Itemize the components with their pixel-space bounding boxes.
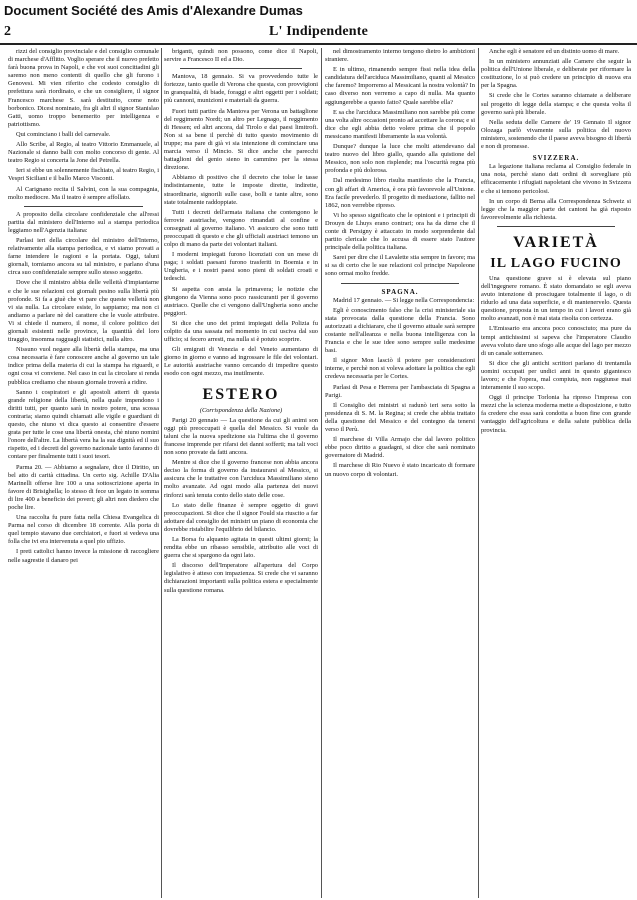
paragraph: Qui cominciano i balli del carnevale. xyxy=(16,130,111,138)
paragraph: Sarei per dire che il Lavalette stia sempre in favore; ma si sa di certo che le sue relazioni col principe Napoleone sono ormai molto fredde. xyxy=(325,254,475,278)
paragraph: Parlasi ieri della circolare del ministro dell'Interno, relativamente alla stampa periodica, e vi siamo provati a farne intendere le ragioni e la portata. Oggi, taluni giornali, torniamo ancora su tal ministro, e parlano d'una circa suo confidenziale sempre sullo stesso soggetto. xyxy=(8,236,159,277)
paragraph: Egli è conoscimento falso che la crisi ministeriale sia stata provocata dalla questione della Francia. Sono autorizzati a dichiarare, che il governo attuale sarà sempre costante nell'alleanza e nella buona intelligenza con la Francia e che le sue idee sono sempre sulle medesime basi. xyxy=(325,306,475,355)
paragraph: Il Consiglio dei ministri si radunò ieri sera sotto la presidenza di S. M. la Regina; si crede che abbia trattato della questione del Messico e del contegno da tenersi verso il Perù. xyxy=(325,401,475,434)
section-subheading: (Corrispondenza della Nazione) xyxy=(199,406,283,414)
column-1 xyxy=(8,48,159,898)
page-number: 2 xyxy=(4,24,11,39)
column-3 xyxy=(325,48,475,898)
paragraph: Si dice che gli antichi scrittori parlano di trentamila uomini occupati per undici anni in questo gigantesco lavoro; e che l'opera, mal compiuta, non raggiunse mai interamente il suo scopo. xyxy=(481,359,631,392)
paragraph: Gli emigrati di Venezia e del Veneto aumentano di giorno in giorno e vanno ad ingrossare le file dei volontari. Le autorità austriache vanno cercando di impedire questo esodo con ogni mezzo, ma inutilmente. xyxy=(164,346,318,378)
section-heading-varieta: VARIETÀ xyxy=(513,233,599,251)
column-4 xyxy=(481,48,631,898)
paragraph: Parlasi di Pesa e Herrera per l'ambasciata di Spagna a Parigi. xyxy=(325,383,475,399)
paragraph: Il signor Mon lasciò il potere per considerazioni interne, e perchè non si voleva adottare la politica che egli credeva necessaria per le Cortes. xyxy=(325,357,475,381)
paragraph: I moderni impiegati furono licenziati con un mese di paga; i soldati paesani furono trasferiti in Boemia e in Ungheria, e i nostri paesi sono pieni di soldati croati e tedeschi. xyxy=(164,251,318,283)
paragraph-lead: Madrid 17 gennaio. — Si legge nella Correspondencia: xyxy=(333,296,475,304)
paragraph: Mentre si dice che il governo francese non abbia ancora deciso la forma di governo da instaurarsi al Messico, si assicura che le trattative con l'arciduca Massimiliano sieno molto avanzate. Ad ogni modo alla partenza dei nuovi rinforzi sarà tenuta conto dello stato delle cose. xyxy=(164,459,318,499)
paragraph: Oggi il principe Torlonia ha ripreso l'impresa con mezzi che la scienza moderna mette a disposizione, e tutto fa credere che essa sarà condotta a buon fine con grande vantaggio dell'agricoltura e della salute pubblica della provincia. xyxy=(481,394,631,434)
paragraph: Lo stato delle finanze è sempre oggetto di gravi preoccupazioni. Si dice che il signor Fould sia riuscito a far adottare dal consiglio dei ministri un piano di economia che dovrebbe ristabilire l'equilibrio del bilancio. xyxy=(164,501,318,533)
paragraph: I preti cattolici hanno invece la missione di raccogliere nelle sagrestie il danaro pei xyxy=(8,548,159,564)
paragraph: Il discorso dell'Imperatore all'apertura del Corpo legislativo è atteso con impazienza. Si crede che vi saranno dichiarazioni importanti sulla politica estera e specialmente sulla questione romana. xyxy=(164,562,318,594)
paragraph: Il marchese di Villa Armajo che dal lavoro politico ebbe poco diritto a guadagni, si dice che sarà nominato governatore di Madrid. xyxy=(325,436,475,460)
paragraph: Dunque? dunque la luce che molti attendevano dal teatro nuovo del libro giallo, quando alla quistione del Messico, non solo non risplende; ma l'oscurità regna più profonda e più dolorosa. xyxy=(325,143,475,175)
paragraph: Il marchese di Rio Nuevo è stato incaricato di formare un nuovo corpo di volontari. xyxy=(325,462,475,478)
paragraph: Fuori tutti partire da Mantova per Verona un battaglione del reggimento Nordt; un altro per Legnago, il reggimento di Hessen; ed altri ancora, dal Tirolo e dai paesi limitrofi. Non si sa bene il perchè di tutto questo movimento di truppe; ma pare di già vi sia intenzione di cominciare una marcia verso il Mincio. Si dice anche che parecchi battaglioni del genio sieno in cammino per la stessa direzione. xyxy=(164,107,318,172)
divider xyxy=(180,68,302,69)
column-separator xyxy=(478,48,479,898)
paragraph: A proposito della circolare confidenziale che all'ressi partita dal ministero dell'Interno sul a stampa periodica leggiamo nell'Agenzia italiana: xyxy=(8,210,159,234)
paragraph: Al Carignano recita il Salvini, con la sua compagnia, molto mediocre. Ma il teatro è sempre affollato. xyxy=(8,185,159,201)
paragraph: Nissuno vuol negare alla libertà della stampa, ma una cosa necessaria è fare conoscere anche al governo un tale indice prima della materia di cui la stampa ha riguardi, e ogni cosa vi conviene. Nel caso in cui la circolare si renda pubblica crediamo che nissun giornale troverà a ridire. xyxy=(8,346,159,386)
paragraph: Abbiamo di positivo che il decreto che tolse le tasse indistintamente, tutte le imposte dirette, indirette, straordinarie, signorili sulle case, bolli e tante altre, sono state totalmente raddoppiate. xyxy=(164,174,318,206)
column-2 xyxy=(164,48,318,898)
paragraph: Anche egli è senatore ed un distinto uomo di mare. xyxy=(489,48,620,55)
section-heading-spagna: SPAGNA. xyxy=(381,287,419,296)
paragraph: rizzi del consiglio provinciale e del consiglio comunale di marchese d'Afflitto. Voglio sperare che il nuovo prefetto farà buona prova in Napoli, e che voi suoi concittadini gli saremo non meno contenti di quello che gli furono i Genovesi. Mi vien riferito che codesto consiglio di prefettura sarà riordinato, e che un consigliere, il signor Francesco marchese S. sarà destituito, come noto borbonico. Dicesi nominato, fra gli altri il signor Stanislao Gatti, uomo troppo benemerito per intelligenza e patriottismo. xyxy=(8,48,159,128)
paragraph: Nella seduta delle Camere de' 19 Gennaio Il signor Olozaga parlò vivamente sulla politica del nuovo ministero, sostenendo che il paese aveva bisogno di libertà e non di promesse. xyxy=(481,118,631,151)
paragraph: L'Emissario era ancora poco conosciuto; ma pure da tempi antichissimi si sapeva che l'imperatore Claudio aveva voluto dare uno sfogo alle acque del lago per mezzo di un canale sotterraneo. xyxy=(481,325,631,357)
paragraph: Dal medesimo libro risulta manifesto che la Francia, con gli affari di America, è ora più favorevole all'Unione. Era facile prevederlo. Il progetto di mediazione, fallito nel 1862, non verrebbe ripreso. xyxy=(325,177,475,209)
divider xyxy=(24,206,143,207)
header-rule xyxy=(0,43,637,45)
article-title: IL LAGO FUCINO xyxy=(490,255,622,271)
paragraph: Si dice che uno dei primi impiegati della Polizia fu colpito da una sassata nel momento in cui usciva dal suo ufficio; si fecero arresti, ma nulla si è potuto scoprire. xyxy=(164,319,318,344)
paragraph: nel dimostramento interno tengono dietro lo ambizioni straniere. xyxy=(325,48,475,64)
paragraph: E in ultimo, rimanendo sempre fissi nella idea della candidatura dell'arciduca Massimiliano, quanti al Messico che faremo? Imporremo al Messicani la nostra volontà? In caso diverso non verremo a capo di nulla. Ma quanto aggiungerebbe a questo fatto? Quale sarebbe ella? xyxy=(325,66,475,106)
paragraph: Si aspetta con ansia la primavera; le notizie che giungono da Vienna sono poco rassicuranti per il governo austriaco. Quelle che ci vengono dall'Ungheria sono anche peggiori. xyxy=(164,285,318,317)
column-separator xyxy=(321,48,322,898)
paragraph: Vi ho spesso significato che le opinioni e i principii di Drouyn de Lhuys erano contrari; ora ha da dirne che il conte di Persigny è attaccato in modo sorprendente dal partito clericale che lo accusa di essere stato l'autore principale della politica italiana. xyxy=(325,211,475,252)
paragraph: In un corpo di Berna alla Correspondenza Schweiz si legge che la maggior parte dei cantoni ha già risposto favorevolmente alla richiesta. xyxy=(481,197,631,221)
paragraph: Parma 20. — Abbiamo a segnalare, dice il Diritto, un bel atto di carità cittadina. Un certo sig. Achille D'Alia Marinelli offerse lire 100 a una sottoscrizione aperta in favore di Brisighella; lo stesso di fece un legato in somma di lire 400 a beneficio dei poveri; gli altri non diedero che poche lire. xyxy=(8,463,159,511)
page-header xyxy=(0,24,637,42)
column-separator xyxy=(161,48,162,898)
divider xyxy=(341,283,459,284)
section-heading-estero: ESTERO xyxy=(202,385,280,403)
paragraph: Una questione grave si è elevata sul piano dell'ingegnere romano. È stato domandato se egli aveva avuto intenzione di prosciugare totalmente il lago, o di ridurlo ad una data superficie, e di mantenervelo. Questa questione, proposta in un tempo in cui i lavori erano già molto avanzati, non è mai stata risolta con certezza. xyxy=(481,274,631,323)
divider xyxy=(497,226,615,227)
paragraph: Sanno i cospiratori e gli apostoli atterri di questa grande religione della libertà, nella quale impendono i diritti tutti, per quanto sarà in nostro potere, una scossa contraria; siamo quindi chiamati alle vigile e guardiani di questo, che niuno vi dica questo ai consentire d'essere grata per tutte le cose una libertà onesta, chè niuno nomini l'onore dell'altre. La libertà vera ha la sua dignità ed il suo rispetto, ed i decreti del governo nazionale tanto faranno di contare per finalmente tutti i suoi tesori. xyxy=(8,388,159,461)
paragraph: Ieri si ebbe un solennemente fischiato, al teatro Regio, i Vespri Siciliani e il ballo Marco Visconti. xyxy=(8,167,159,183)
paragraph: Una raccolta fu pure fatta nella Chiesa Evangelica di Parma nel corso di dicembre 18 corrente. Alla porta di quel tempio stavano due cerchiatori, e fuori si vedeva una folla che ivi era intervenuta a quel pio uffizio. xyxy=(8,514,159,546)
paragraph: E sa che l'arciduca Massimiliano non sarebbe più come una volta altre occasioni pronto ad accettare la corona; e si dice che egli abbia detto volere prima che il popolo messicano manifesti liberamente la sua volontà. xyxy=(325,108,475,140)
paragraph: La Borsa fu alquanto agitata in questi ultimi giorni; la rendita ebbe un ribasso sensibile, attribuito alle voci di guerra che si spargono da ogni lato. xyxy=(164,535,318,560)
paragraph: Dove che il ministro abbia delle velleità d'impiantarne e che le sue relazioni coi giornali pesino sulla libertà più profonde. Si fa a giuè che vi pare che queste velleità non vi sia nulla. La circolare esiste, lo sappiamo; ma non ci andiamo a parlare nè del carattere che le vuole attribuire. Vi si chiede il numero, il nome, il colore politico dei giornali esistenti nelle province, la quantità del loro tiraggio, insomma ragguagli statistici, nulla altro. xyxy=(8,279,159,344)
paragraph: Tutti i decreti dell'armata italiana che contengono le ferrovie austriache, vengono rimandati al confine e consegnati al governo italiano. Vi assicuro che sono tutti preoccupati di questo e che gli ufficiali austriaci temono un colpo di mano da parte dei volontari italiani. xyxy=(164,208,318,249)
paragraph: La legazione italiana reclama al Consiglio federale in una nota, perchè siano dati ordini di sorvegliare più efficacemente i rifugiati napoletani che vivono in Svizzera e che si temono pericolosi. xyxy=(481,163,631,195)
paragraph: In un ministero annunziati alle Camere che seguir la politica dell'Unione liberale, e deliberate per riformare la costituzione, lo si può credere un principio di nuova era per la Spagna. xyxy=(481,58,631,90)
paragraph: Si crede che le Cortes saranno chiamate a deliberare sul progetto di legge della stampa; e che questa volta il governo sarà più liberale. xyxy=(481,92,631,116)
paragraph: Allo Scribe, al Regio, al teatro Vittorio Emmanuele, al Nazionale si danno balli con molto concorso di gente. Al teatro Regio si concerta la Jone del Petrella. xyxy=(8,141,159,165)
section-heading-svizzera: SVIZZERA. xyxy=(532,154,580,163)
paragraph: Mantova, 18 gennaio. Si va provvedendo tutte le fortezze, tanto quelle di Verona che questa, con provvigioni in granqualità, di biade, foraggi e altri oggetti per i soldati; più cannoni, munizioni e materiali da guerra. xyxy=(164,73,318,105)
document-banner: Document Société des Amis d'Alexandre Dumas xyxy=(4,3,303,18)
paragraph: briganti, quindi non possono, come dice il Napoli, servire a Francesco II ed a Dio. xyxy=(164,48,318,64)
masthead: L' Indipendente xyxy=(268,24,369,39)
paragraph: Parigi 20 gennaio — La questione da cui gli animi son oggi più preoccupati è quella del Messico. Si vuole da taluni che la nuova spedizione sia l'ultima che il governo francese imprende per rifarsi dei danni sofferti; ma tali voci non sono provate da fatti ancora. xyxy=(164,416,318,457)
